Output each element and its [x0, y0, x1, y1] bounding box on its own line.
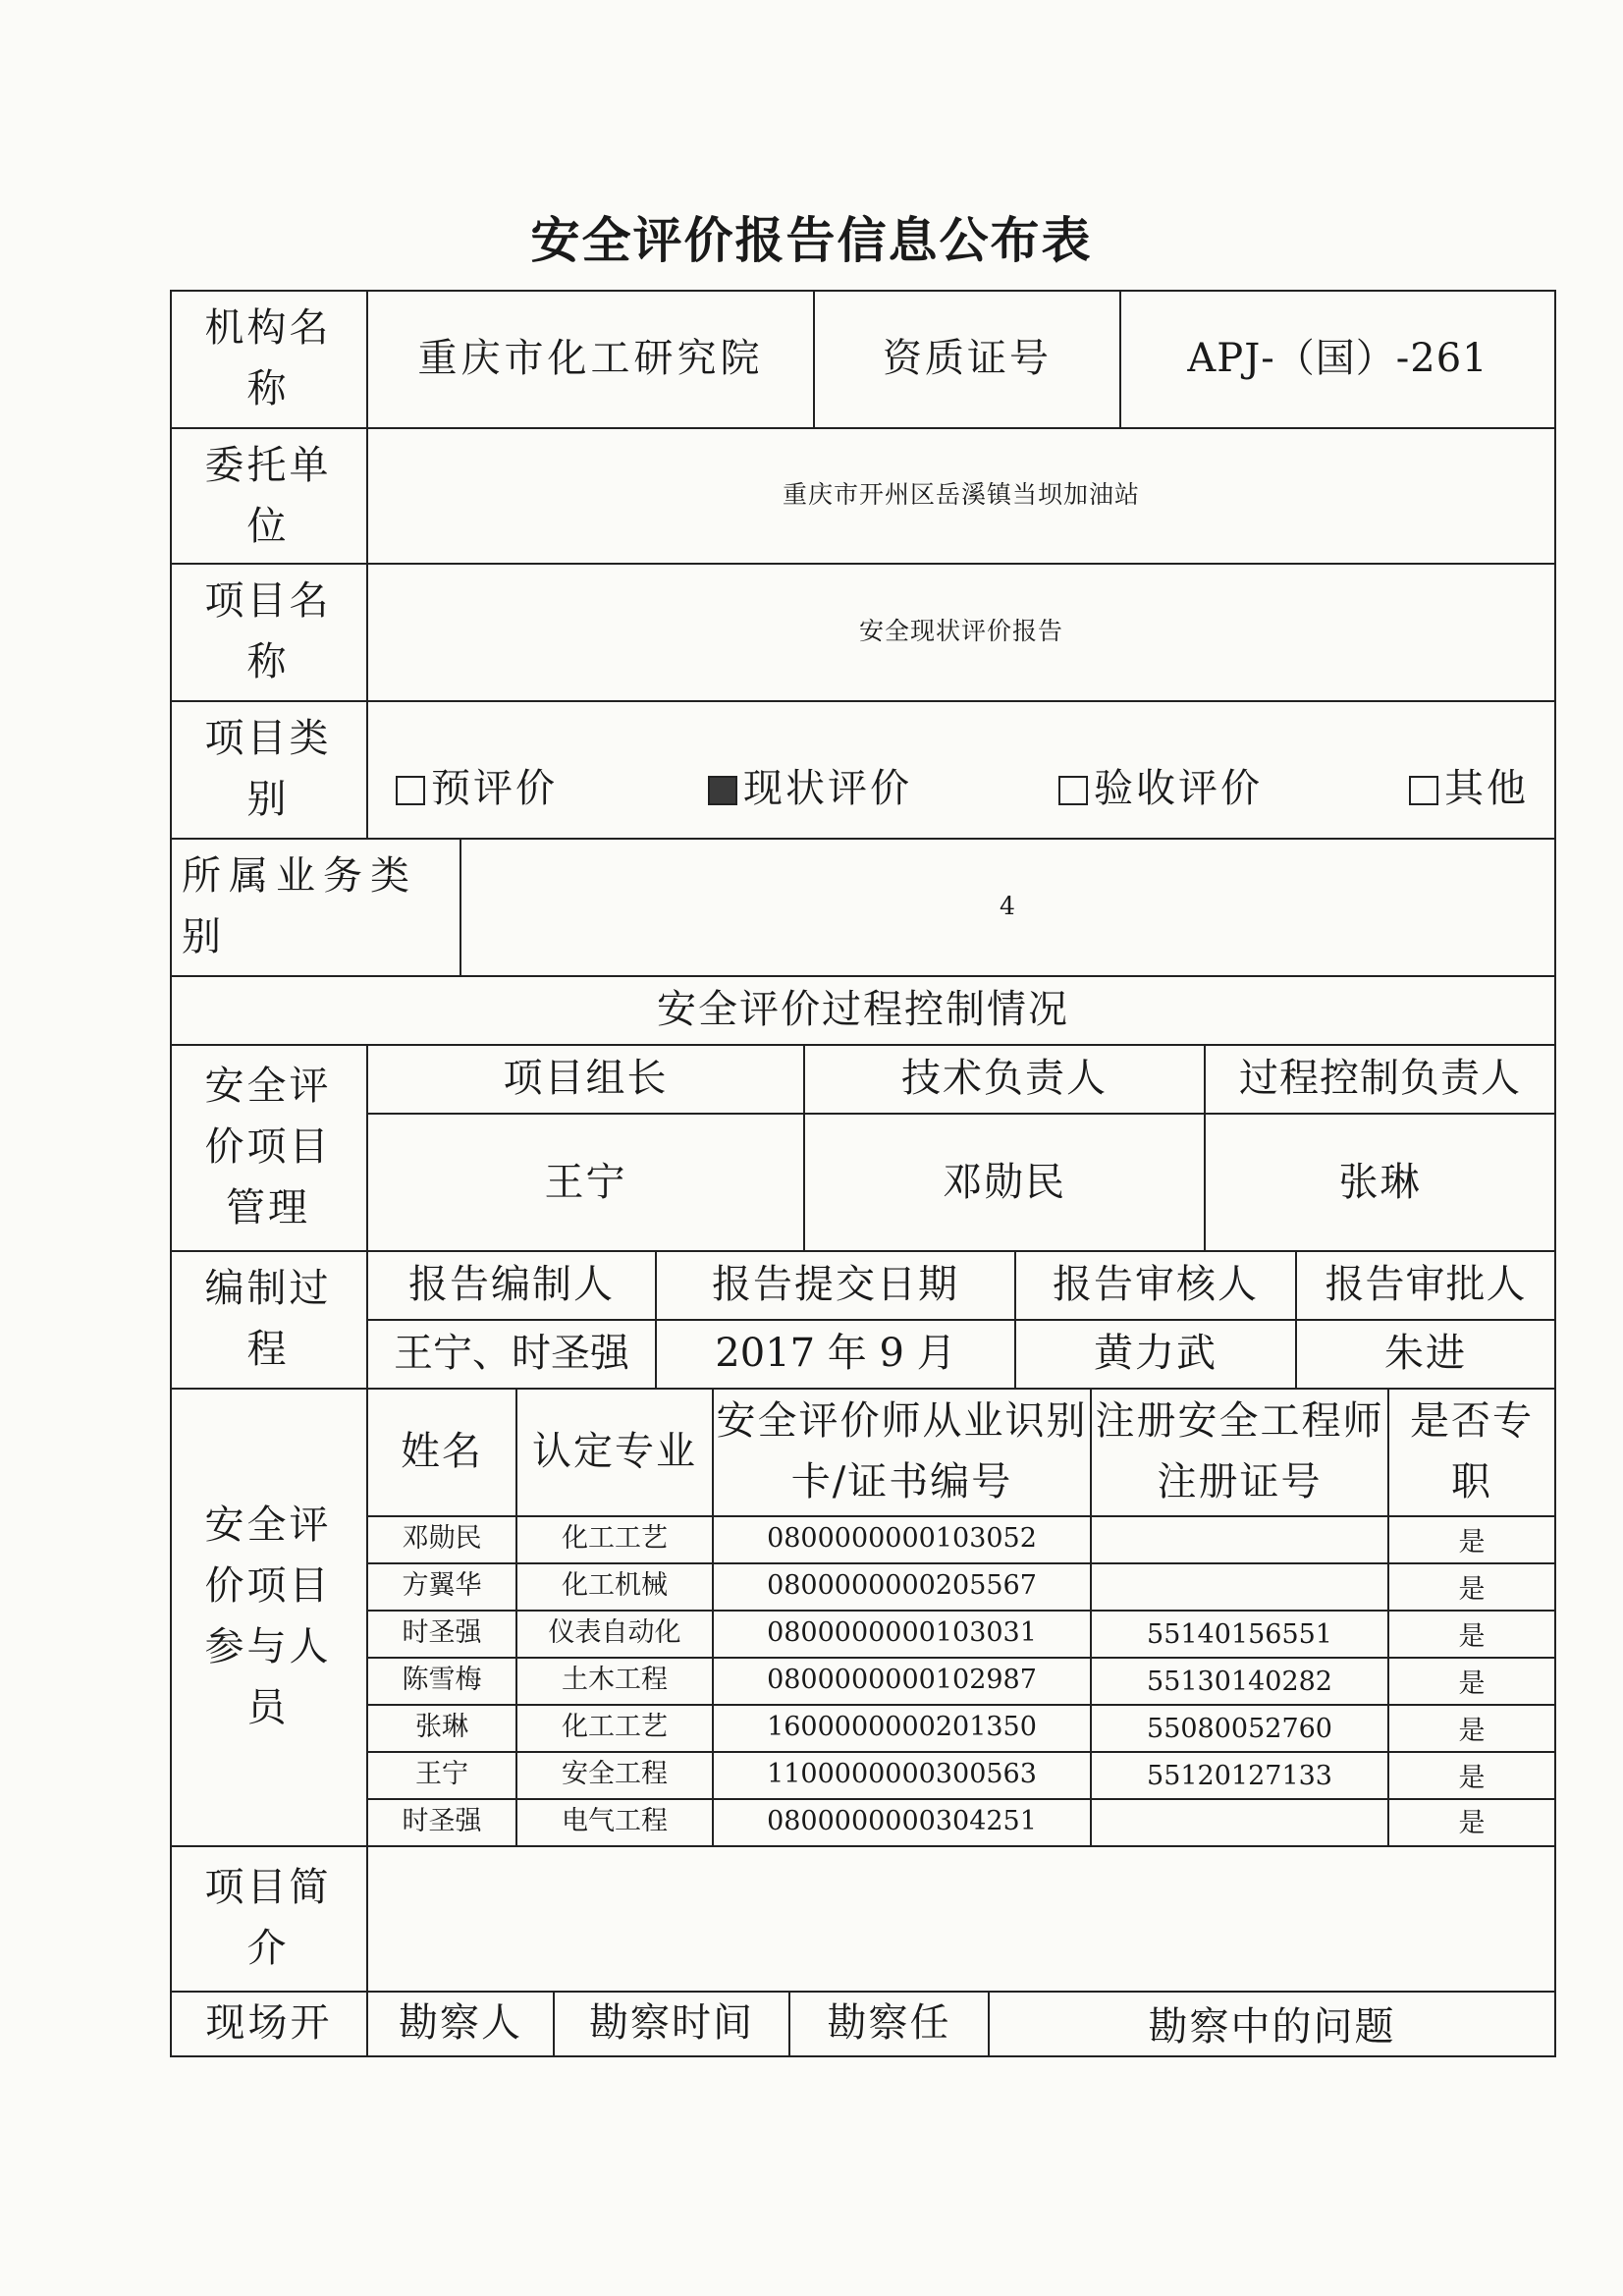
- control-value: 张琳: [1338, 1160, 1422, 1205]
- table-line: [1554, 290, 1556, 2057]
- register-header: 注册安全工程师注册证号: [1095, 1398, 1384, 1504]
- checkbox-icon: [1058, 776, 1088, 805]
- checkbox-icon: [1409, 776, 1438, 805]
- table-cell: 安全工程: [562, 1759, 668, 1790]
- table-cell: 是: [1458, 1527, 1486, 1558]
- fulltime-header: 是否专职: [1410, 1398, 1534, 1504]
- management-label: 安全评价项目管理: [204, 1064, 332, 1230]
- project-label: 项目名称: [204, 578, 332, 684]
- checkbox-other[interactable]: 其他: [1409, 757, 1529, 813]
- reviewer-header: 报告审核人: [1053, 1262, 1259, 1307]
- client-label: 委托单位: [204, 443, 332, 549]
- page-title: 安全评价报告信息公布表: [530, 212, 1093, 269]
- category-label: 项目类别: [204, 716, 332, 822]
- business-label: 所属业务类别: [182, 853, 417, 959]
- table-cell: [1092, 1562, 1387, 1610]
- submit-date-value: 2017 年 9 月: [715, 1331, 956, 1376]
- compiler-header: 报告编制人: [408, 1262, 615, 1307]
- table-cell: 陈雪梅: [402, 1665, 482, 1696]
- checkbox-checked-icon: [708, 776, 737, 805]
- table-cell: 时圣强: [402, 1806, 482, 1837]
- approver-value: 朱进: [1384, 1331, 1467, 1376]
- table-cell: 55130140282: [1147, 1667, 1332, 1698]
- project-value: 安全现状评价报告: [858, 616, 1063, 645]
- table-cell: 55080052760: [1147, 1714, 1332, 1745]
- tech-value: 邓勋民: [943, 1160, 1066, 1205]
- table-cell: 邓勋民: [402, 1523, 482, 1555]
- table-cell: 电气工程: [562, 1806, 668, 1837]
- table-cell: 化工工艺: [562, 1712, 668, 1743]
- survey-time-header: 勘察时间: [589, 2000, 754, 2046]
- org-value: 重庆市化工研究院: [417, 336, 764, 381]
- table-cell: 0800000000304251: [767, 1806, 1037, 1837]
- table-cell: 化工工艺: [562, 1523, 668, 1555]
- table-cell: 是: [1458, 1621, 1486, 1653]
- table-cell: 时圣强: [402, 1617, 482, 1649]
- reviewer-value: 黄力武: [1094, 1331, 1217, 1376]
- table-cell: 55140156551: [1147, 1619, 1332, 1651]
- leader-header: 项目组长: [503, 1056, 669, 1101]
- client-value: 重庆市开州区岳溪镇当坝加油站: [782, 479, 1140, 509]
- qual-label: 资质证号: [883, 336, 1052, 381]
- table-cell: 是: [1458, 1763, 1486, 1794]
- major-header: 认定专业: [532, 1429, 697, 1474]
- table-cell: [1092, 1798, 1387, 1845]
- table-cell: 0800000000205567: [767, 1570, 1037, 1602]
- table-cell: 是: [1458, 1668, 1486, 1700]
- table-cell: 0800000000103031: [767, 1617, 1037, 1649]
- survey-issues-header: 勘察中的问题: [1148, 2004, 1396, 2050]
- submit-date-header: 报告提交日期: [712, 1262, 959, 1307]
- surveyor-header: 勘察人: [399, 2000, 522, 2046]
- certificate-header: 安全评价师从业识别卡/证书编号: [716, 1398, 1088, 1504]
- table-cell: 0800000000102987: [767, 1665, 1037, 1696]
- table-line: [170, 700, 1556, 702]
- table-cell: 化工机械: [562, 1570, 668, 1602]
- survey-task-header: 勘察任: [827, 2000, 951, 2046]
- info-table: [170, 290, 1556, 2057]
- site-label: 现场开: [205, 2000, 333, 2046]
- intro-value: [368, 1845, 1554, 1991]
- table-cell: 0800000000103052: [767, 1523, 1037, 1555]
- table-cell: 1100000000300563: [767, 1759, 1037, 1790]
- table-cell: 仪表自动化: [548, 1617, 681, 1649]
- table-cell: 土木工程: [562, 1665, 668, 1696]
- control-header: 过程控制负责人: [1239, 1056, 1521, 1101]
- checkbox-icon: [396, 776, 425, 805]
- name-header: 姓名: [401, 1429, 483, 1474]
- checkbox-acceptance-evaluation[interactable]: 验收评价: [1058, 757, 1263, 813]
- leader-value: 王宁: [544, 1160, 627, 1205]
- approver-header: 报告审批人: [1325, 1262, 1527, 1307]
- tech-header: 技术负责人: [901, 1056, 1108, 1101]
- table-cell: 是: [1458, 1808, 1486, 1839]
- table-cell: 是: [1458, 1574, 1486, 1606]
- checkbox-status-evaluation[interactable]: 现状评价: [708, 757, 912, 813]
- table-cell: 55120127133: [1147, 1761, 1332, 1792]
- participants-label: 安全评价项目参与人员: [204, 1503, 332, 1730]
- table-cell: [1092, 1515, 1387, 1562]
- org-label: 机构名称: [204, 305, 332, 411]
- table-cell: 是: [1458, 1716, 1486, 1747]
- checkbox-pre-evaluation[interactable]: 预评价: [396, 757, 558, 813]
- table-line: [170, 290, 172, 2057]
- process-title: 安全评价过程控制情况: [657, 987, 1069, 1032]
- table-cell: 张琳: [415, 1712, 468, 1743]
- compiler-value: 王宁、时圣强: [394, 1331, 629, 1376]
- table-cell: 王宁: [415, 1759, 468, 1790]
- qual-value: APJ-（国）-261: [1187, 336, 1488, 381]
- table-cell: 1600000000201350: [767, 1712, 1037, 1743]
- business-value: 4: [1000, 891, 1016, 920]
- table-cell: 方翼华: [402, 1570, 482, 1602]
- intro-label: 项目简介: [204, 1865, 332, 1971]
- compile-label: 编制过程: [204, 1266, 332, 1372]
